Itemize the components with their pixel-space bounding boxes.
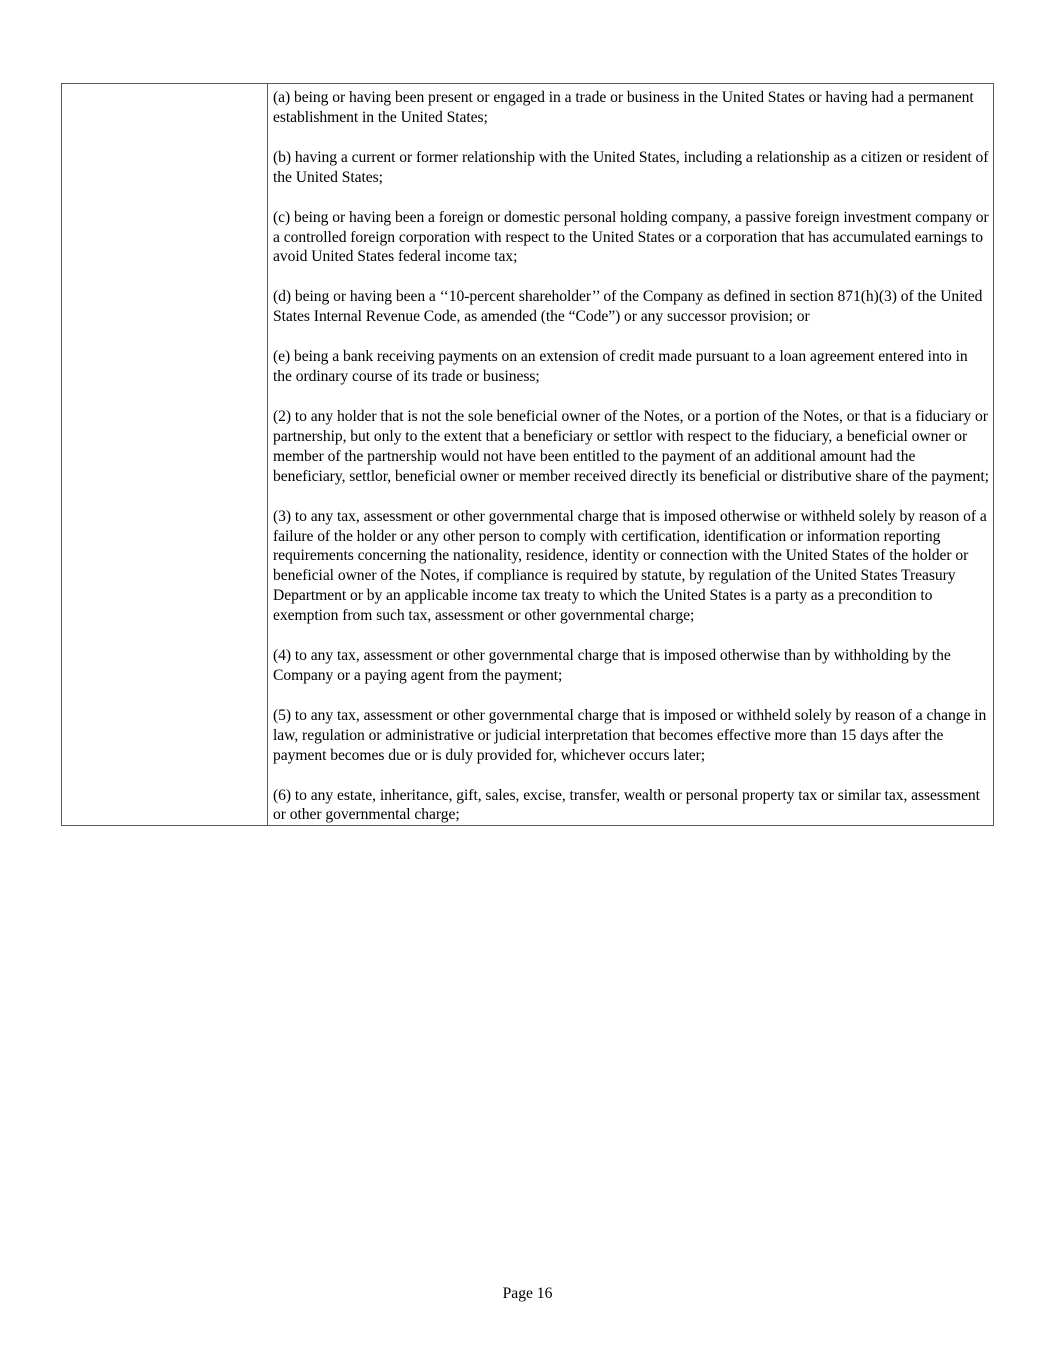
- table-row: [62, 84, 994, 826]
- term-description-cell: [268, 84, 994, 826]
- clause-6: (6) to any estate, inheritance, gift, sales, excise, transfer, wealth or personal property tax or similar tax, assessment or other governmental charge;: [273, 786, 980, 824]
- clause-4: (4) to any tax, assessment or other governmental charge that is imposed otherwise than by withholding by the Company or a paying agent from the payment;: [273, 647, 951, 684]
- clause-5: (5) to any tax, assessment or other governmental charge that is imposed or withheld solely by reason of a change in law, regulation or administrative or judicial interpretation that becomes effective more than 15 days after the payment becomes due or is duly provided for, whichever occurs later;: [273, 706, 987, 764]
- clause-e: (e) being a bank receiving payments on an extension of credit made pursuant to a loan agreement entered into in the ordinary course of its trade or business;: [273, 348, 968, 386]
- clause-b: (b) having a current or former relationship with the United States, including a relationship as a citizen or resident of the United States;: [273, 148, 989, 186]
- terms-table: [61, 83, 994, 826]
- clause-a: (a) being or having been present or engaged in a trade or business in the United States or having had a permanent establishment in the United States;: [273, 89, 974, 126]
- clause-2: (2) to any holder that is not the sole beneficial owner of the Notes, or a portion of the Notes, or that is a fiduciary or partnership, but only to the extent that a beneficiary or settlor with respect to the fiduciary, a beneficial owner or member of the partnership would not have been entitled to the payment of an additional amount had the beneficiary, settlor, beneficial owner or member received directly its beneficial or distributive share of the payment;: [273, 407, 989, 485]
- clause-d: (d) being or having been a ‘‘10-percent shareholder’’ of the Company as defined in section 871(h)(3) of the United States Internal Revenue Code, as amended (the “Code”) or any successor provision; or: [273, 288, 983, 326]
- term-label-cell: [62, 84, 268, 826]
- clause-3: (3) to any tax, assessment or other governmental charge that is imposed otherwise or withheld solely by reason of a failure of the holder or any other person to comply with certification, identification or information reporting requirements concerning the nationality, residence, identity or connection with the United States of the holder or beneficial owner of the Notes, if compliance is required by statute, by regulation of the United States Treasury Department or by an applicable income tax treaty to which the United States is a party as a precondition to exemption from such tax, assessment or other governmental charge;: [273, 507, 987, 625]
- clause-c: (c) being or having been a foreign or domestic personal holding company, a passive foreign investment company or a controlled foreign corporation with respect to the United States or a corporation that has accumulated earnings to avoid United States federal income tax;: [273, 208, 989, 266]
- page-number: Page 16: [502, 1285, 553, 1302]
